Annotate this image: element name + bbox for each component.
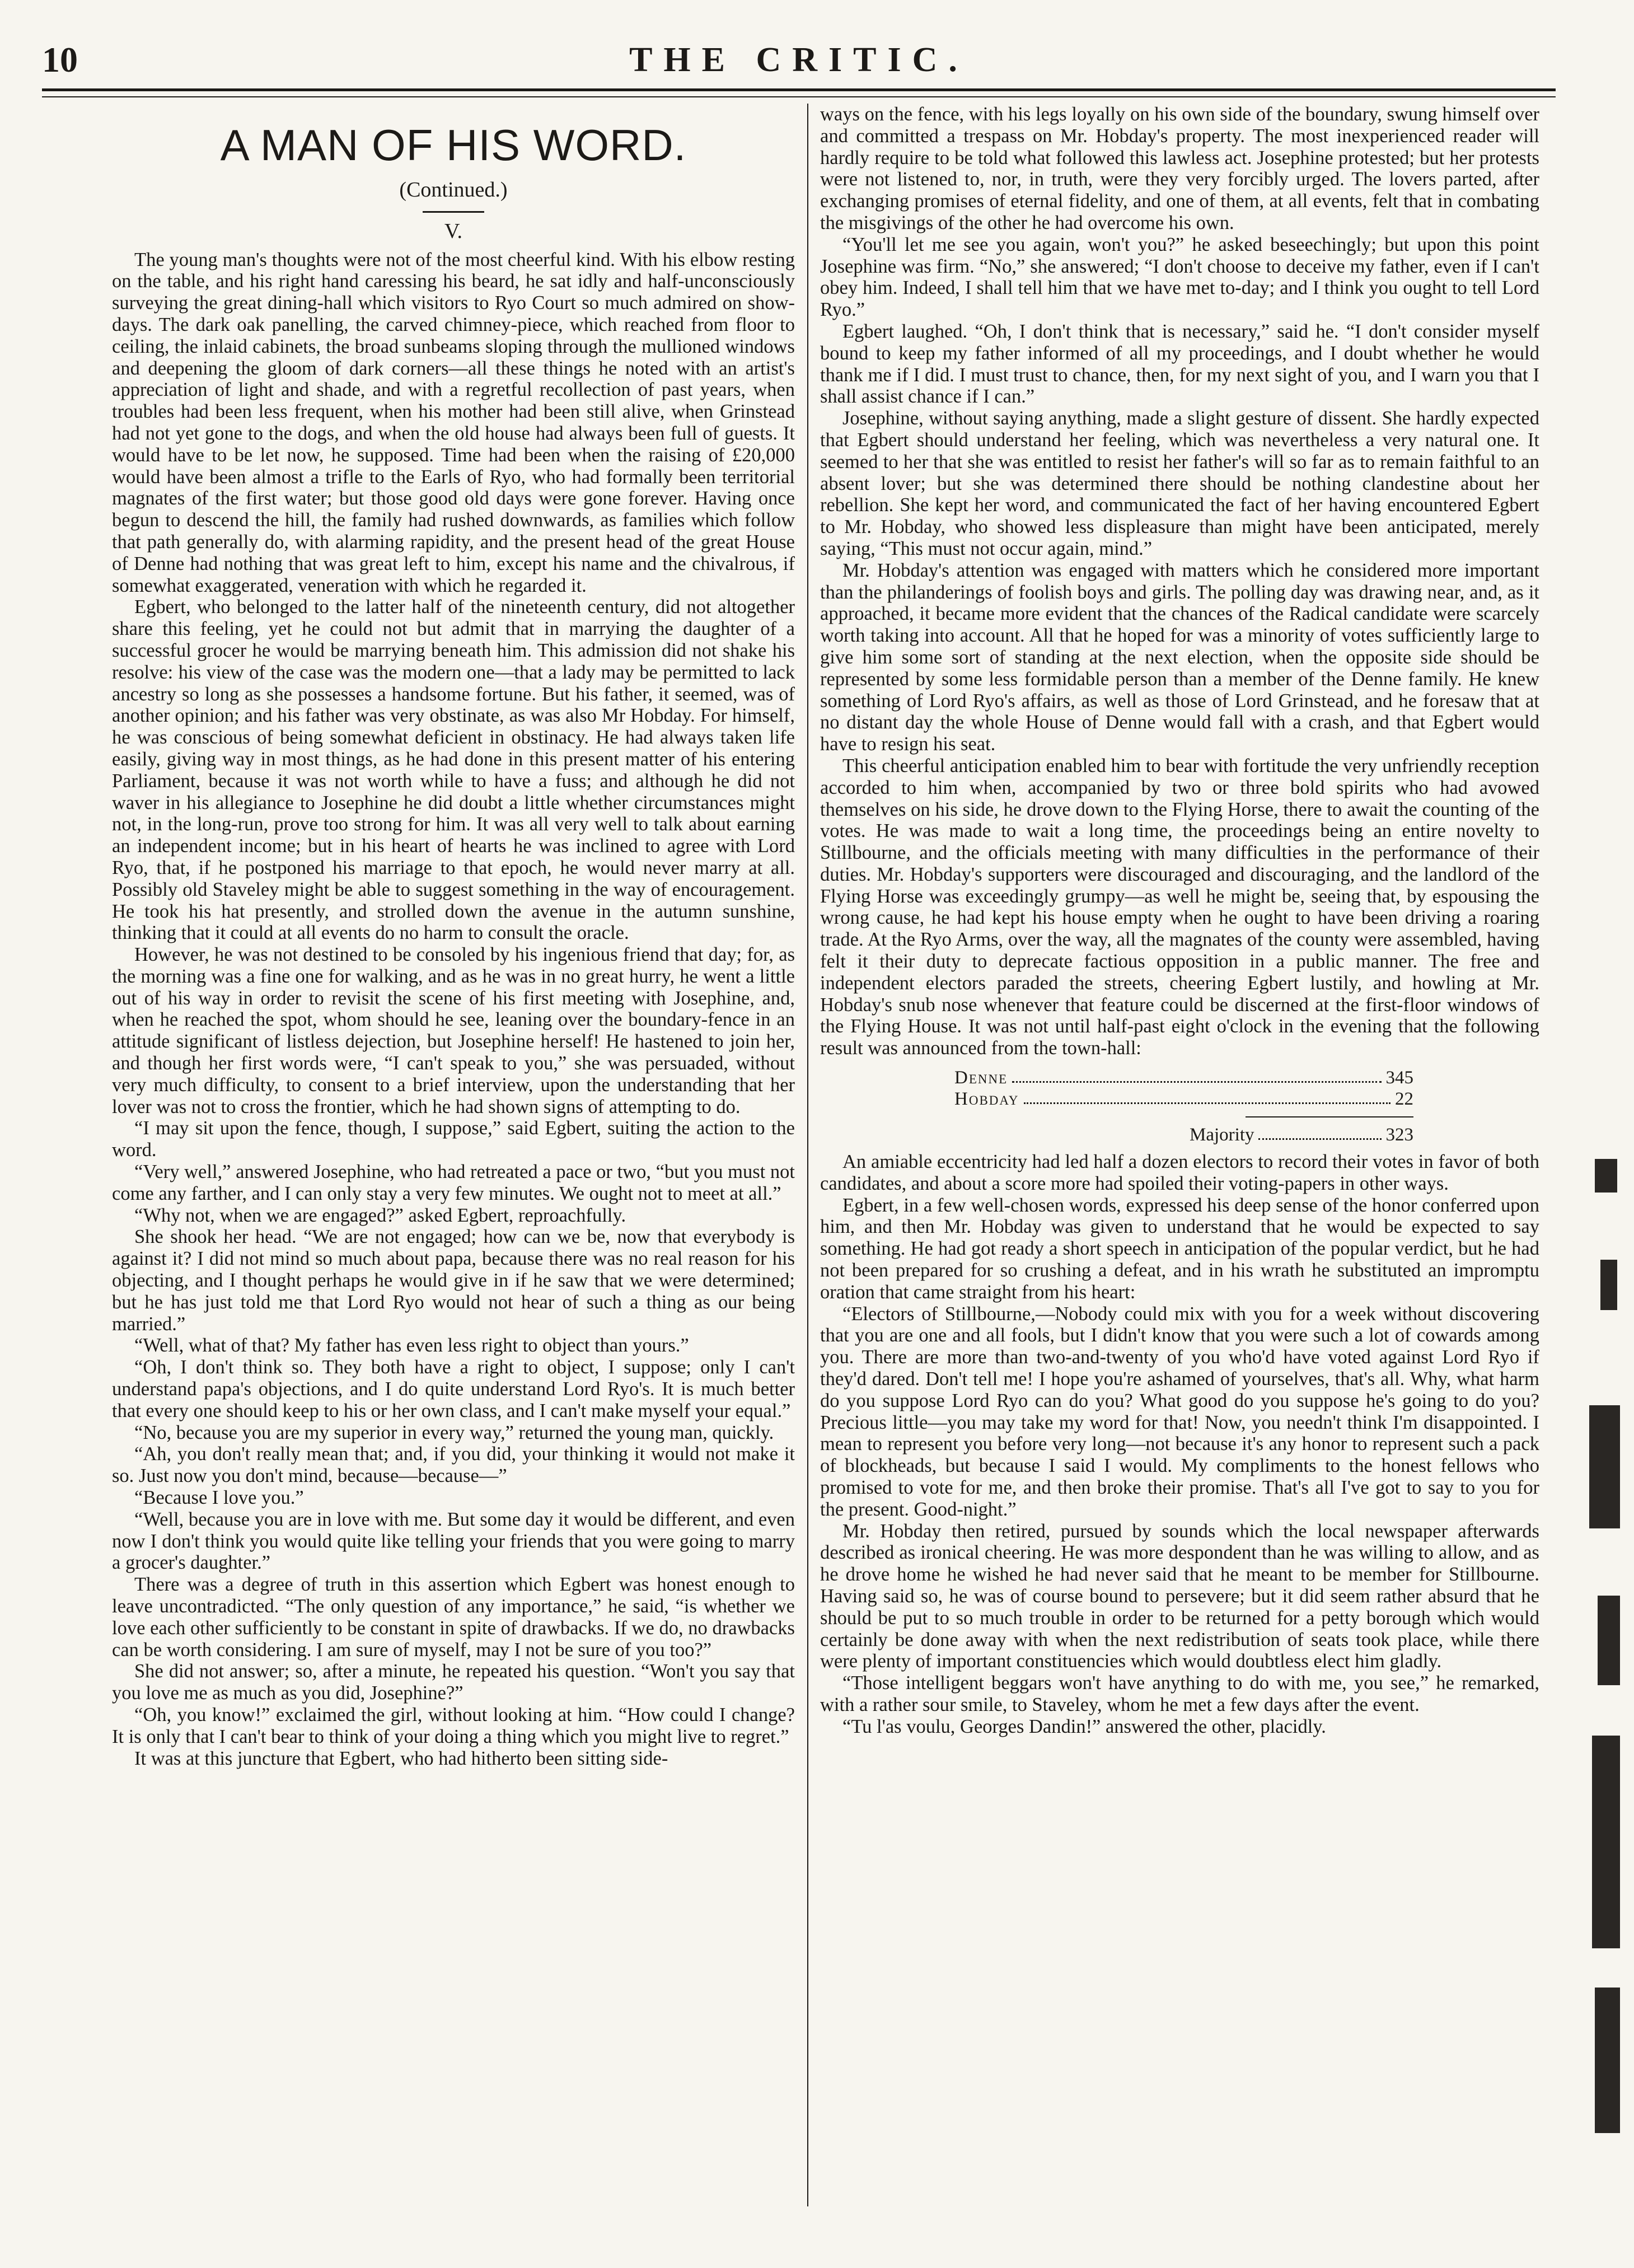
masthead bbox=[42, 39, 1556, 90]
paragraph: “Very well,” answered Josephine, who had retreated a pace or two, “but you must not come any farther, and I can only stay a very few minutes. We ought not to meet at all.” bbox=[112, 1161, 795, 1204]
scan-edge-speckle bbox=[1584, 1092, 1623, 2155]
paragraph: Egbert, who belonged to the latter half of the nineteenth century, did not altogether share this feeling, yet he could not but admit that in marrying the daughter of a successful grocer he would be marrying beneath him. This admission did not shake his resolve: his view of the case was the modern one—that a lady may be permitted to lack ancestry so long as she possesses a handsome fortune. But his father, it seemed, was of another opinion; and his father was very obstinate, as was also Mr Hobday. For himself, he was conscious of being somewhat deficient in obstinacy. He had always taken life easily, giving way in most things, as he had done in this present matter of his entering Parliament, because it was not worth while to have a fuss; and although he did not waver in his allegiance to Josephine he did doubt a little whether circumstances might not, in the long-run, prove too strong for him. It was all very well to talk about earning an independent income; but in his heart of hearts he was inclined to agree with Lord Ryo, that, if he postponed his marriage to that epoch, he would never marry at all. Possibly old Staveley might be able to suggest something in the way of encouragement. He took his hat presently, and strolled down the avenue in the autumn sunshine, thinking that it could at all events do no harm to consult the oracle. bbox=[112, 596, 795, 944]
paragraph: Egbert, in a few well-chosen words, expressed his deep sense of the honor conferred upon him, and then Mr. Hobday was given to understand that he would be expected to say something. He had got ready a short speech in anticipation of the popular verdict, but he had not been prepared for so crushing a defeat, and in his wrath he substituted an impromptu oration that came straight from his heart: bbox=[820, 1194, 1539, 1303]
candidate-name: Hobday bbox=[954, 1089, 1019, 1110]
title-rule bbox=[423, 211, 484, 213]
paragraph: “Well, because you are in love with me. But some day it would be different, and even now I don't think you would quite like telling your friends that you were going to marry a grocer's daughter.” bbox=[112, 1508, 795, 1574]
paragraph: “Well, what of that? My father has even less right to object than yours.” bbox=[134, 1335, 689, 1357]
paragraph: Josephine, without saying anything, made a slight gesture of dissent. She hardly expected that Egbert should understand her feeling, which was nevertheless a very natural one. It seemed to her that she was entitled to resist her father's will so far as to remain faithful to an absent lover; but she was determined there should be nothing clandestine about her rebellion. She kept her word, and communicated the fact of her having encountered Egbert to Mr. Hobday, who showed less displeasure than might have been anticipated, merely saying, “This must not occur again, mind.” bbox=[820, 408, 1539, 559]
majority-label: Majority bbox=[1190, 1125, 1254, 1145]
left-column bbox=[112, 112, 795, 2201]
paragraph: “I may sit upon the fence, though, I suppose,” said Egbert, suiting the action to the word. bbox=[112, 1117, 795, 1161]
poll-row-majority bbox=[1190, 1124, 1413, 1145]
candidate-name: Denne bbox=[954, 1068, 1008, 1088]
majority-value: 323 bbox=[1385, 1125, 1413, 1145]
paragraph: ways on the fence, with his legs loyally on his own side of the boundary, swung himself over and committed a trespass on Mr. Hobday's property. The most inexperienced reader will hardly require to be told what followed this lawless act. Josephine protested; but her protests were not listened to, nor, in truth, were they very forcibly urged. The lovers parted, after exchanging promises of eternal fidelity, and one of them, at all events, felt that in combating the misgivings of the other he had overcome his own. bbox=[820, 104, 1539, 233]
page-number: 10 bbox=[42, 40, 78, 80]
vote-count: 345 bbox=[1385, 1068, 1413, 1088]
paragraph: There was a degree of truth in this assertion which Egbert was honest enough to leave uncontradicted. “The only question of any importance,” he said, “is whether we love each other sufficiently to be constant in spite of drawbacks. If we do, no drawbacks can be worth considering. I am sure of myself, may I not be sure of you too?” bbox=[112, 1574, 795, 1661]
paragraph: She did not answer; so, after a minute, he repeated his question. “Won't you say that you love me as much as you did, Josephine?” bbox=[112, 1661, 795, 1704]
paragraph: “Why not, when we are engaged?” asked Egbert, reproachfully. bbox=[134, 1204, 626, 1226]
paragraph: However, he was not destined to be consoled by his ingenious friend that day; for, as the morning was a fine one for walking, and as he was in no great hurry, he went a little out of his way in order to revisit the scene of his first meeting with Josephine, and, when he reached the spot, whom should he see, leaning over the boundary-fence in an attitude significant of listless dejection, but Josephine herself! He hastened to join her, and though her first words were, “I can't speak to you,” she was persuaded, without very much difficulty, to consent to a brief interview, upon the understanding that her lover was not to cross the frontier, which he had shown signs of attempting to do. bbox=[112, 944, 795, 1117]
poll-row-hobday bbox=[954, 1088, 1413, 1110]
continued-note: (Continued.) bbox=[399, 178, 508, 202]
masthead-rule bbox=[42, 88, 1556, 91]
paragraph: An amiable eccentricity had led half a dozen electors to record their votes in favor of both candidates, and about a score more had spoiled their voting-papers in other ways. bbox=[820, 1151, 1539, 1194]
chapter-number: V. bbox=[444, 219, 463, 243]
paragraph: “Tu l'as voulu, Georges Dandin!” answered the other, placidly. bbox=[842, 1715, 1326, 1737]
paragraph: This cheerful anticipation enabled him to bear with fortitude the very unfriendly reception accorded to him when, accompanied by two or three bold spirits who had avowed themselves on his side, he drove down to the Flying Horse, there to await the counting of the votes. He was made to wait a long time, the proceedings being an entire novelty to Stillbourne, and the officials meeting with many difficulties in the performance of their duties. Mr. Hobday's supporters were discouraged and discouraging, and the landlord of the Flying Horse was exceedingly grumpy—as well he might be, seeing that, by espousing the wrong cause, he had kept his house empty when he ought to have been driving a roaring trade. At the Ryo Arms, over the way, all the magnates of the county were assembled, having felt it their duty to deprecate factious opposition in a public manner. The free and independent electors paraded the streets, cheering Egbert lustily, and howling at Mr. Hobday's snub nose whenever that feature could be discerned at the first-floor windows of the Flying House. It was not until half-past eight o'clock in the evening that the following result was announced from the town-hall: bbox=[820, 755, 1539, 1059]
leader-dots bbox=[1024, 1088, 1390, 1104]
paragraph: “Oh, you know!” exclaimed the girl, without looking at him. “How could I change? It is only that I can't bear to think of your doing a thing which you might live to regret.” bbox=[112, 1704, 795, 1747]
paragraph: “Those intelligent beggars won't have anything to do with me, you see,” he remarked, with a rather sour smile, to Staveley, whom he met a few days after the event. bbox=[820, 1672, 1539, 1715]
poll-row-denne bbox=[954, 1067, 1413, 1088]
paragraph: “No, because you are my superior in every way,” returned the young man, quickly. bbox=[134, 1421, 774, 1443]
leader-dots bbox=[1258, 1124, 1381, 1140]
paragraph: Mr. Hobday then retired, pursued by sounds which the local newspaper afterwards described as ironical cheering. He was more despondent than he was willing to allow, and as he drove home he wished he had never said that he meant to be member for Stillbourne. Having said so, he was of course bound to persevere; but it did seem rather absurd that he should be put to so much trouble in order to be returned for a petty borough which would certainly be done away with when the next redistribution of seats took place, while there were plenty of important constituencies which would doubtless elect him gladly. bbox=[820, 1520, 1539, 1672]
paragraph: Mr. Hobday's attention was engaged with matters which he considered more important than the philanderings of foolish boys and girls. The polling day was drawing near, and, as it approached, it became more evident that the chances of the Radical candidate were scarcely worth taking into account. All that he hoped for was a minority of votes sufficiently large to give him some sort of standing at the next election, when the opposite side should be represented by some less formidable person than a member of the Denne family. He knew something of Lord Ryo's affairs, as well as those of Lord Grinstead, and he foresaw that at no distant day the whole House of Denne would fall with a crash, and that Egbert would have to resign his seat. bbox=[820, 559, 1539, 755]
paragraph: She shook her head. “We are not engaged; how can we be, now that everybody is against it? I did not mind so much about papa, because there was no real reason for his objecting, and I thought perhaps he would give in if he saw that we were determined; but he has just told me that Lord Ryo would not hear of such a thing as our being married.” bbox=[112, 1226, 795, 1335]
masthead-rule-thin bbox=[42, 96, 1556, 97]
paragraph: “You'll let me see you again, won't you?” he asked beseechingly; but upon this point Josephine was firm. “No,” she answered; “I don't choose to deceive my father, even if I can't obey him. Indeed, I shall tell him that we have met to-day; and I think you ought to tell Lord Ryo.” bbox=[820, 233, 1539, 321]
paragraph: “Electors of Stillbourne,—Nobody could mix with you for a week without discovering that you are one and all fools, but I didn't know that you were such a lot of cowards among you. There are more than two-and-twenty of you who'd have voted against Lord Ryo if they'd dared. Don't tell me! I hope you're ashamed of yourselves, that's all. Why, what harm do you suppose Lord Ryo can do you? What good do you suppose he's going to do you? Precious little—you may take my word for that! Now, you needn't think I'm disappointed. I mean to represent you before very long—not because it's any honor to represent such a pack of blockheads, but because I said I would. My compliments to the honest fellows who promised to vote for me, and then broke their promise. That's all I've got to say to you for the present. Good-night.” bbox=[820, 1303, 1539, 1520]
poll-rule bbox=[1246, 1116, 1413, 1117]
paragraph: It was at this juncture that Egbert, who had hitherto been sitting side- bbox=[134, 1747, 668, 1769]
paragraph: The young man's thoughts were not of the most cheerful kind. With his elbow resting on the table, and his right hand caressing his beard, he sat idly and half-unconsciously surveying the great dining-hall which visitors to Ryo Court so much admired on show-days. The dark oak panelling, the carved chimney-piece, which reached from floor to ceiling, the inlaid cabinets, the broad sunbeams sloping through the mullioned windows and deepening the gloom of dark corners—all these things he noted with an artist's appreciation of light and shade, and with a regretful recollection of past years, when troubles had been less frequent, when his mother had been still alive, when Grinstead had not yet gone to the dogs, and when the old house had always been full of guests. It would have to be let now, he supposed. Time had been when the raising of £20,000 would have been almost a trifle to the Earls of Ryo, who had formally been territorial magnates of the first water; but those good old days were gone forever. Having once begun to descend the hill, the family had rushed downwards, as families which follow that path generally do, with alarming rapidity, and the present head of the great House of Denne had nothing that was great left to him, except his name and the chivalrous, if somewhat exaggerated, veneration with which he regarded it. bbox=[112, 249, 795, 596]
journal-title: THE CRITIC. bbox=[629, 41, 968, 79]
paragraph: “Ah, you don't really mean that; and, if you did, your thinking it would not make it so. Just now you don't mind, because—because—” bbox=[112, 1443, 795, 1487]
column-divider bbox=[807, 104, 808, 2206]
paragraph: “Oh, I don't think so. They both have a right to object, I suppose; only I can't understand papa's objections, and I do quite understand Lord Ryo's. It is much better that every one should keep to his or her own class, and I can't make myself your equal.” bbox=[112, 1357, 795, 1421]
paragraph: Egbert laughed. “Oh, I don't think that is necessary,” said he. “I don't consider myself bound to keep my father informed of all my proceedings, and I doubt whether he would thank me if I did. I must trust to chance, then, for my next sight of you, and I warn you that I shall assist chance if I can.” bbox=[820, 320, 1539, 408]
vote-count: 22 bbox=[1395, 1089, 1413, 1110]
leader-dots bbox=[1012, 1067, 1381, 1083]
paragraph: “Because I love you.” bbox=[134, 1487, 304, 1509]
poll-result bbox=[954, 1067, 1413, 1145]
right-column bbox=[820, 104, 1539, 2201]
article-title: A MAN OF HIS WORD. bbox=[220, 120, 687, 170]
